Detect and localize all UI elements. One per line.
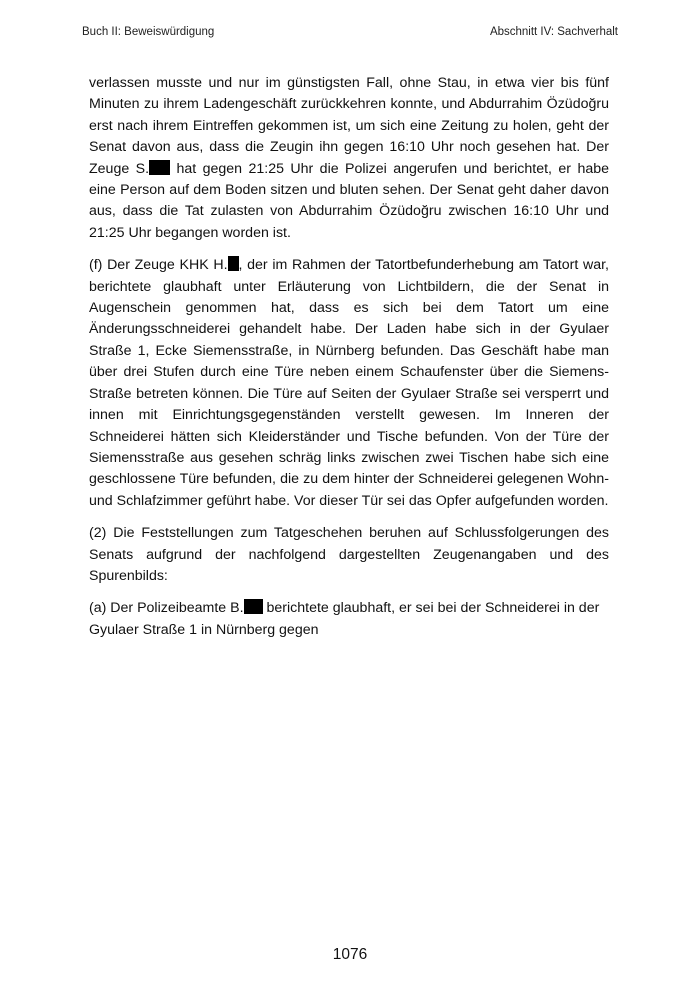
redaction-bar: [244, 599, 263, 614]
paragraph-timeline: [89, 73, 609, 244]
paragraph-findings: (2) Die Feststellungen zum Tatgeschehen beruhen auf Schlussfolgerungen des Senats aufgrund der nachfolgend dargestellten Zeugenangaben und des Spurenbilds:: [89, 525, 609, 584]
redaction-bar: [228, 256, 239, 271]
paragraph-witness-khk: [89, 255, 609, 512]
header-book-title: Buch II: Beweiswürdigung: [82, 26, 215, 38]
paragraph-text: hat gegen 21:25 Uhr die Polizei angerufen und berichtet, er habe eine Person auf dem Boden sitzen und bluten sehen. Der Senat geht daher davon aus, dass die Tat zulasten von Abdurrahim Özüdoğru zwischen 16:10 Uhr und 21:25 Uhr begangen worden ist.: [89, 160, 610, 241]
paragraph-text: (a) Der Polizeibeamte B.: [89, 600, 244, 617]
paragraph-police-officer: [89, 598, 609, 641]
page-body: [89, 73, 609, 652]
paragraph-text: (f) Der Zeuge KHK H.: [89, 257, 228, 274]
redaction-bar: [149, 160, 170, 175]
page-number: 1076: [332, 946, 368, 963]
paragraph-text: berichtete glaubhaft, er sei bei der Schneiderei in der Gyulaer Straße 1 in Nürnberg gegen: [89, 600, 600, 638]
header-section-title: Abschnitt IV: Sachverhalt: [489, 26, 618, 38]
paragraph-text: , der im Rahmen der Tatortbefunderhebung am Tatort war, berichtete glaubhaft unter Erläuterung von Lichtbildern, die der Senat in Augenschein genommen hat, dass es sich bei dem Tatort um eine Änderungsschneiderei gehandelt habe. Der Laden habe sich in der Gyulaer Straße 1, Ecke Siemensstraße, in Nürnberg befunden. Das Geschäft habe man über drei Stufen durch eine Türe neben einem Schaufenster über die Siemens-Straße betreten können. Die Türe auf Seiten der Gyulaer Straße sei versperrt und innen mit Einrichtungsgegenständen verstellt gewesen. Im Inneren der Schneiderei hätten sich Kleiderständer und Tische befunden. Von der Türe der Siemensstraße aus gesehen schräg links zwischen zwei Tischen habe sich eine geschlossene Türe befunden, die zu dem hinter der Schneiderei gelegenen Wohn- und Schlafzimmer geführt habe. Vor dieser Tür sei das Opfer aufgefunden worden.: [89, 257, 609, 509]
paragraph-text: verlassen musste und nur im günstigsten Fall, ohne Stau, in etwa vier bis fünf Minuten zu ihrem Ladengeschäft zurückkehren konnte, und Abdurrahim Özüdoğru erst nach ihrem Eintreffen gekommen ist, um sich eine Zeitung zu holen, geht der Senat davon aus, dass die Zeugin ihn gegen 16:10 Uhr noch gesehen hat. Der Zeuge S.: [89, 75, 609, 177]
running-header: [82, 26, 618, 38]
